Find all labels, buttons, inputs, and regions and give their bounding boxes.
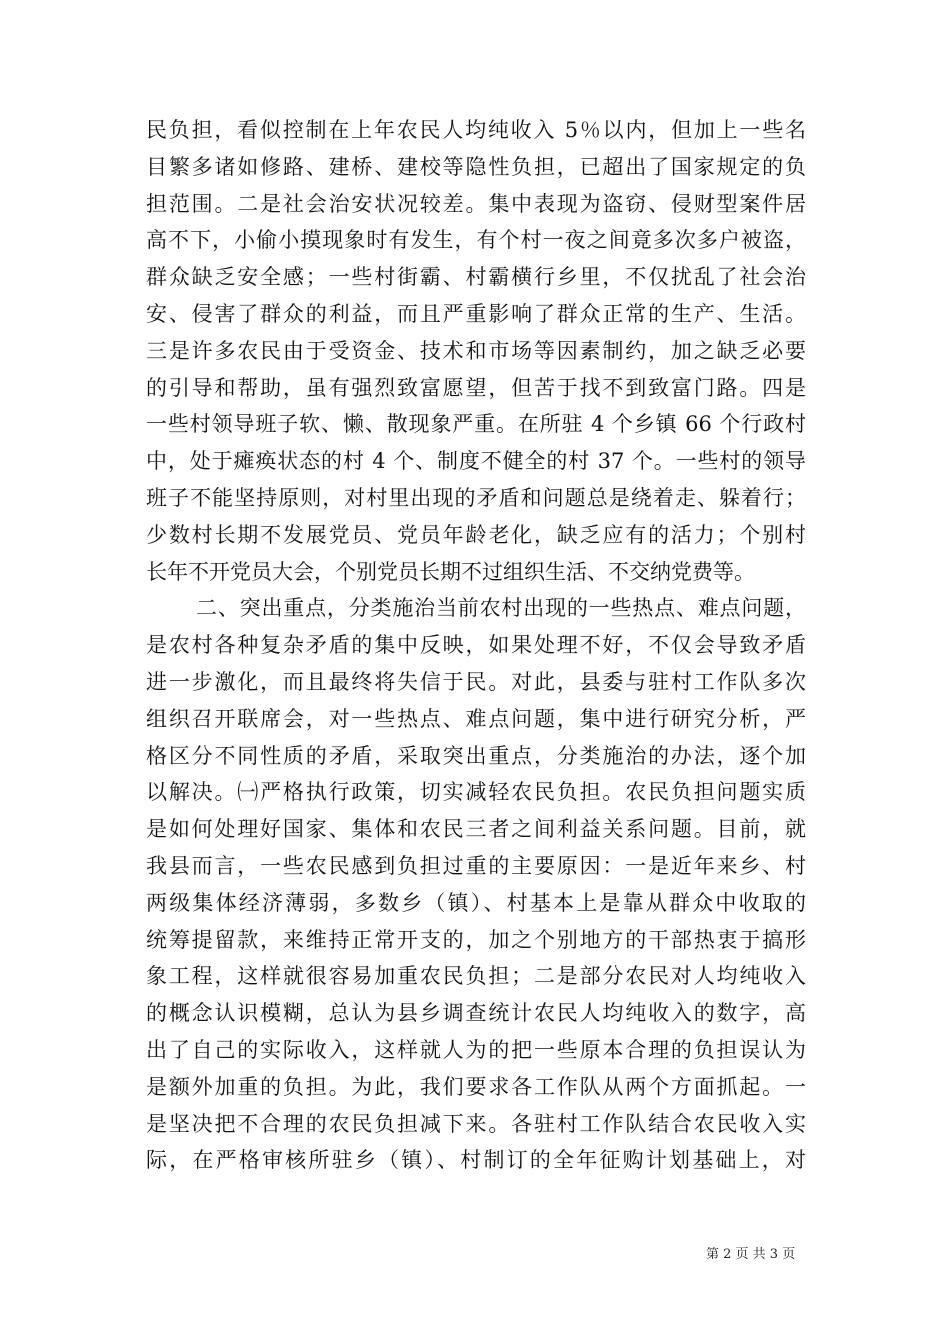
text-line: 一些村领导班子软、懒、散现象严重。在所驻 4 个乡镇 66 个行政村 (146, 412, 806, 437)
document-body (146, 112, 806, 1179)
text-line: 是农村各种复杂矛盾的集中反映，如果处理不好，不仅会导致矛盾 (146, 633, 806, 658)
text-line: 我县而言，一些农民感到负担过重的主要原因：一是近年来乡、村 (146, 853, 806, 878)
text-line: 是如何处理好国家、集体和农民三者之间利益关系问题。目前，就 (146, 817, 806, 842)
text-line: 际，在严格审核所驻乡（镇）、村制订的全年征购计划基础上，对 (146, 1148, 806, 1173)
text-line: 二、突出重点，分类施治当前农村出现的一些热点、难点问题， (196, 596, 806, 621)
text-line: 中，处于瘫痪状态的村 4 个、制度不健全的村 37 个。一些村的领导 (146, 449, 806, 474)
text-line: 是额外加重的负担。为此，我们要求各工作队从两个方面抓起。一 (146, 1074, 806, 1099)
text-line: 出了自己的实际收入，这样就人为的把一些原本合理的负担误认为 (146, 1037, 806, 1062)
text-line: 进一步激化，而且最终将失信于民。对此，县委与驻村工作队多次 (146, 669, 806, 694)
text-line: 两级集体经济薄弱，多数乡（镇）、村基本上是靠从群众中收取的 (146, 890, 806, 915)
text-line: 少数村长期不发展党员、党员年龄老化，缺乏应有的活力；个别村 (146, 522, 806, 547)
text-line: 格区分不同性质的矛盾，采取突出重点，分类施治的办法，逐个加 (146, 743, 806, 768)
text-line: 组织召开联席会，对一些热点、难点问题，集中进行研究分析，严 (146, 706, 806, 731)
text-line: 班子不能坚持原则，对村里出现的矛盾和问题总是绕着走、躲着行； (146, 485, 806, 510)
text-line: 长年不开党员大会，个别党员长期不过组织生活、不交纳党费等。 (146, 559, 755, 584)
text-line: 的引导和帮助，虽有强烈致富愿望，但苦于找不到致富门路。四是 (146, 375, 806, 400)
text-line: 以解决。㈠严格执行政策，切实减轻农民负担。农民负担问题实质 (146, 780, 806, 805)
text-line: 担范围。二是社会治安状况较差。集中表现为盗窃、侵财型案件居 (146, 191, 806, 216)
text-line: 目繁多诸如修路、建桥、建校等隐性负担，已超出了国家规定的负 (146, 154, 806, 179)
text-line: 群众缺乏安全感；一些村街霸、村霸横行乡里，不仅扰乱了社会治 (146, 265, 806, 290)
text-line: 三是许多农民由于受资金、技术和市场等因素制约，加之缺乏必要 (146, 338, 806, 363)
text-line: 的概念认识模糊，总认为县乡调查统计农民人均纯收入的数字，高 (146, 1001, 806, 1026)
paragraph (146, 112, 806, 590)
text-line: 象工程，这样就很容易加重农民负担；二是部分农民对人均纯收入 (146, 964, 806, 989)
text-line: 高不下，小偷小摸现象时有发生，有个村一夜之间竟多次多户被盗， (146, 228, 806, 253)
text-line: 统筹提留款，来维持正常开支的，加之个别地方的干部热衷于搞形 (146, 927, 806, 952)
paragraph (146, 590, 806, 1179)
page-number-footer: 第 2 页 共 3 页 (706, 1247, 796, 1262)
text-line: 是坚决把不合理的农民负担减下来。各驻村工作队结合农民收入实 (146, 1111, 806, 1136)
text-line: 民负担，看似控制在上年农民人均纯收入 5％以内，但加上一些名 (146, 118, 806, 142)
text-line: 安、侵害了群众的利益，而且严重影响了群众正常的生产、生活。 (146, 301, 806, 326)
